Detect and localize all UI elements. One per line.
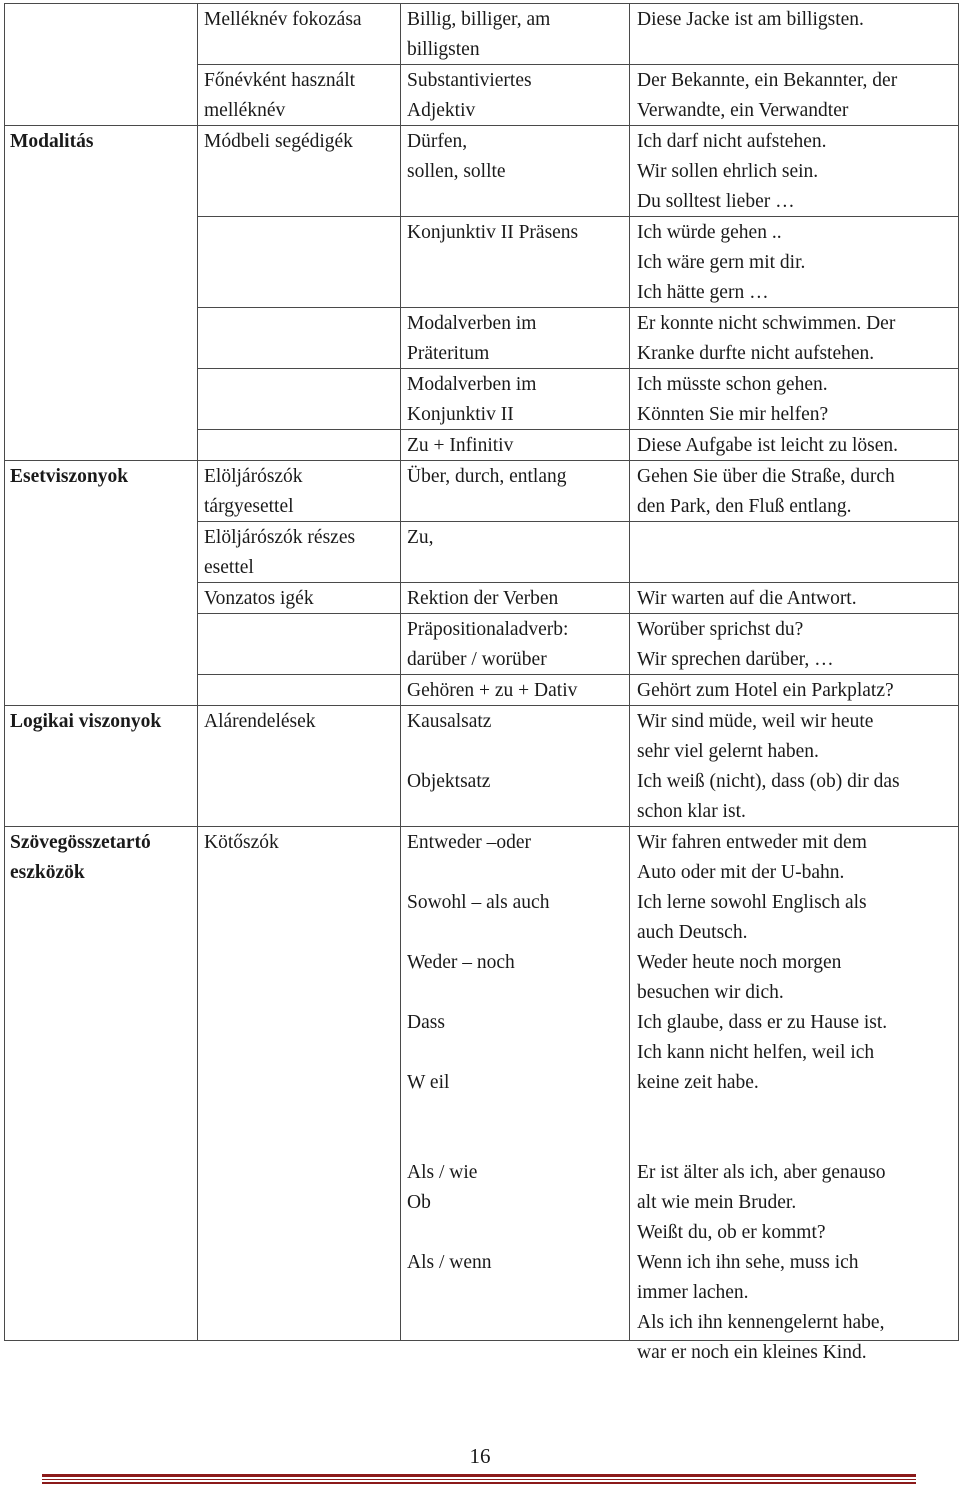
row-verb-government-example-line: Wir warten auf die Antwort. — [637, 588, 857, 609]
row-prepositional-adverb-example-line: Worüber sprichst du? — [637, 619, 804, 640]
row-conjunctions-grammar-term-line: Sowohl – als auch — [407, 892, 550, 913]
row-accusative-prepositions-subcategory-line: Elöljárószók — [204, 466, 303, 487]
row-divider — [4, 460, 959, 461]
row-subordinate-clauses-example-line: schon klar ist. — [637, 801, 746, 822]
row-konjunktiv-praesens-example-line: Ich hätte gern … — [637, 282, 769, 303]
row-divider — [197, 216, 959, 217]
row-divider — [197, 64, 959, 65]
row-divider — [197, 368, 959, 369]
row-conjunctions-example-line: Weder heute noch morgen — [637, 952, 842, 973]
row-conjunctions-grammar-term-line: Ob — [407, 1192, 431, 1213]
row-conjunctions-example-line: keine zeit habe. — [637, 1072, 759, 1093]
row-conjunctions-grammar-term-line: Entweder –oder — [407, 832, 531, 853]
row-conjunctions-example-line: alt wie mein Bruder. — [637, 1192, 797, 1213]
row-divider — [197, 674, 959, 675]
row-conjunctions-grammar-term-line: Als / wie — [407, 1162, 478, 1183]
row-divider — [197, 429, 959, 430]
row-substantivized-adjective-subcategory-line: Főnévként használt — [204, 70, 356, 91]
row-conjunctions-example-line: Ich glaube, dass er zu Hause ist. — [637, 1012, 888, 1033]
row-substantivized-adjective-grammar-term-line: Substantiviertes — [407, 70, 532, 91]
row-prepositional-adverb-grammar-term-line: darüber / worüber — [407, 649, 547, 670]
row-divider — [4, 705, 959, 706]
row-subordinate-clauses-category-line: Logikai viszonyok — [10, 711, 162, 732]
row-conjunctions-example-line: Wenn ich ihn sehe, muss ich — [637, 1252, 859, 1273]
row-substantivized-adjective-subcategory-line: melléknév — [204, 100, 286, 121]
row-conjunctions-example-line: war er noch ein kleines Kind. — [637, 1342, 867, 1363]
row-conjunctions-grammar-term-line: Als / wenn — [407, 1252, 492, 1273]
row-adjective-comparison-grammar-term-line: Billig, billiger, am — [407, 9, 551, 30]
row-accusative-prepositions-example-line: den Park, den Fluß entlang. — [637, 496, 852, 517]
row-conjunctions-example-line: Ich lerne sowohl Englisch als — [637, 892, 867, 913]
row-dative-prepositions-grammar-term-line: Zu, — [407, 527, 434, 548]
row-zu-infinitiv-example-line: Diese Aufgabe ist leicht zu lösen. — [637, 435, 899, 456]
row-conjunctions-category-line: Szövegösszetartó — [10, 832, 151, 853]
row-substantivized-adjective-example-line: Der Bekannte, ein Bekannter, der — [637, 70, 898, 91]
footer-rule — [42, 1479, 916, 1480]
row-modal-konjunktiv-example-line: Könnten Sie mir helfen? — [637, 404, 829, 425]
row-conjunctions-category-line: eszközök — [10, 862, 85, 883]
row-modal-verbs-example-line: Wir sollen ehrlich sein. — [637, 161, 819, 182]
row-gehoeren-grammar-term-line: Gehören + zu + Dativ — [407, 680, 578, 701]
row-dative-prepositions-subcategory-line: esettel — [204, 557, 254, 578]
row-accusative-prepositions-subcategory-line: tárgyesettel — [204, 496, 294, 517]
row-subordinate-clauses-example-line: Wir sind müde, weil wir heute — [637, 711, 874, 732]
row-adjective-comparison-subcategory-line: Melléknév fokozása — [204, 9, 362, 30]
row-divider — [197, 307, 959, 308]
column-divider — [629, 3, 630, 1341]
row-modal-verbs-example-line: Ich darf nicht aufstehen. — [637, 131, 827, 152]
row-accusative-prepositions-category-line: Esetviszonyok — [10, 466, 129, 487]
row-divider — [4, 826, 959, 827]
row-subordinate-clauses-subcategory-line: Alárendelések — [204, 711, 316, 732]
footer-rule — [42, 1482, 916, 1484]
row-conjunctions-example-line: Wir fahren entweder mit dem — [637, 832, 867, 853]
row-konjunktiv-praesens-grammar-term-line: Konjunktiv II Präsens — [407, 222, 579, 243]
table-border-right — [958, 3, 959, 1341]
row-subordinate-clauses-example-line: sehr viel gelernt haben. — [637, 741, 819, 762]
row-conjunctions-example-line: Weißt du, ob er kommt? — [637, 1222, 826, 1243]
page-number: 16 — [469, 1444, 491, 1468]
row-gehoeren-example-line: Gehört zum Hotel ein Parkplatz? — [637, 680, 894, 701]
row-substantivized-adjective-grammar-term-line: Adjektiv — [407, 100, 476, 121]
row-prepositional-adverb-grammar-term-line: Präpositionaladverb: — [407, 619, 569, 640]
row-accusative-prepositions-grammar-term-line: Über, durch, entlang — [407, 466, 567, 487]
row-substantivized-adjective-example-line: Verwandte, ein Verwandter — [637, 100, 849, 121]
row-modal-verbs-subcategory-line: Módbeli segédigék — [204, 131, 353, 152]
row-modal-praeteritum-example-line: Er konnte nicht schwimmen. Der — [637, 313, 896, 334]
row-verb-government-subcategory-line: Vonzatos igék — [204, 588, 314, 609]
row-modal-verbs-grammar-term-line: sollen, sollte — [407, 161, 506, 182]
table-border-top — [4, 3, 959, 4]
column-divider — [400, 3, 401, 1341]
row-conjunctions-example-line: Auto oder mit der U-bahn. — [637, 862, 845, 883]
row-conjunctions-grammar-term-line: Dass — [407, 1012, 445, 1033]
row-divider — [197, 613, 959, 614]
row-modal-konjunktiv-grammar-term-line: Modalverben im — [407, 374, 537, 395]
row-modal-verbs-grammar-term-line: Dürfen, — [407, 131, 468, 152]
table-border-bottom — [4, 1340, 959, 1341]
row-divider — [4, 125, 959, 126]
row-conjunctions-grammar-term-line: W eil — [407, 1072, 450, 1093]
row-subordinate-clauses-example-line: Ich weiß (nicht), dass (ob) dir das — [637, 771, 900, 792]
row-divider — [197, 521, 959, 522]
row-subordinate-clauses-grammar-term-line: Kausalsatz — [407, 711, 492, 732]
row-conjunctions-example-line: Ich kann nicht helfen, weil ich — [637, 1042, 875, 1063]
row-konjunktiv-praesens-example-line: Ich würde gehen .. — [637, 222, 782, 243]
row-prepositional-adverb-example-line: Wir sprechen darüber, … — [637, 649, 834, 670]
row-modal-konjunktiv-grammar-term-line: Konjunktiv II — [407, 404, 514, 425]
row-modal-verbs-example-line: Du solltest lieber … — [637, 191, 795, 212]
row-divider — [197, 582, 959, 583]
row-adjective-comparison-grammar-term-line: billigsten — [407, 39, 480, 60]
row-verb-government-grammar-term-line: Rektion der Verben — [407, 588, 559, 609]
row-subordinate-clauses-grammar-term-line: Objektsatz — [407, 771, 491, 792]
row-konjunktiv-praesens-example-line: Ich wäre gern mit dir. — [637, 252, 806, 273]
column-divider — [197, 3, 198, 1341]
row-conjunctions-example-line: besuchen wir dich. — [637, 982, 784, 1003]
row-conjunctions-grammar-term-line: Weder – noch — [407, 952, 515, 973]
row-zu-infinitiv-grammar-term-line: Zu + Infinitiv — [407, 435, 514, 456]
footer-rule — [42, 1474, 916, 1477]
row-accusative-prepositions-example-line: Gehen Sie über die Straße, durch — [637, 466, 895, 487]
row-adjective-comparison-example-line: Diese Jacke ist am billigsten. — [637, 9, 864, 30]
row-conjunctions-example-line: Er ist älter als ich, aber genauso — [637, 1162, 886, 1183]
row-dative-prepositions-subcategory-line: Elöljárószók részes — [204, 527, 356, 548]
row-modal-konjunktiv-example-line: Ich müsste schon gehen. — [637, 374, 828, 395]
row-conjunctions-example-line: immer lachen. — [637, 1282, 749, 1303]
row-modal-praeteritum-grammar-term-line: Modalverben im — [407, 313, 537, 334]
row-modal-praeteritum-example-line: Kranke durfte nicht aufstehen. — [637, 343, 875, 364]
row-modal-praeteritum-grammar-term-line: Präteritum — [407, 343, 490, 364]
row-conjunctions-subcategory-line: Kötőszók — [204, 832, 279, 853]
row-modal-verbs-category-line: Modalitás — [10, 131, 94, 152]
row-conjunctions-example-line: auch Deutsch. — [637, 922, 748, 943]
row-conjunctions-example-line: Als ich ihn kennengelernt habe, — [637, 1312, 885, 1333]
table-border-left — [4, 3, 5, 1341]
